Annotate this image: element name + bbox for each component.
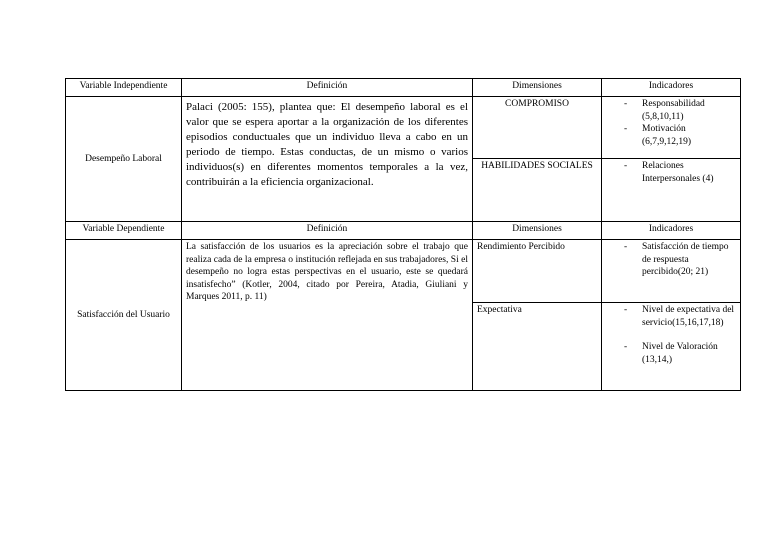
header-indicadores-2: Indicadores [602, 222, 741, 240]
variables-table [65, 78, 741, 391]
definition-satisfaccion-usuario: La satisfacción de los usuarios es la apreciación sobre el trabajo que realiza cada de la empresa o institución reflejada en sus trabajadores, Si el desempeño no logra estas perspectivas en el usuario, este se quedará insatisfecho” (Kotler, 2004, citado por Pereira, Atadia, Giuliani y Marques 2011, p. 11) [182, 240, 473, 391]
header-dimensiones: Dimensiones [473, 79, 602, 97]
indicator-item: - Responsabilidad (5,8,10,11) [624, 98, 736, 123]
indicator-item: - Motivación (6,7,9,12,19) [624, 123, 736, 148]
header-definicion-2: Definición [182, 222, 473, 240]
variable-satisfaccion-usuario: Satisfacción del Usuario [66, 240, 182, 391]
definition-desempeno-laboral: Palaci (2005: 155), plantea que: El desempeño laboral es el valor que se espera aportar a la organización de los diferentes episodios conductuales que un individuo lleva a cabo en un periodo de tiempo. Estas conductas, de un mismo o varios individuos(s) en diferentes momentos temporales a la vez, contribuirán a la eficiencia organizacional. [182, 97, 473, 222]
table-row [66, 240, 741, 303]
header-variable-independiente: Variable Independiente [66, 79, 182, 97]
header-dimensiones-2: Dimensiones [473, 222, 602, 240]
indicator-item: - Nivel de Valoración (13,14,) [624, 341, 736, 366]
dimension-expectativa: Expectativa [473, 303, 602, 391]
indicator-item: - Nivel de expectativa del servicio(15,16,17,18) [624, 304, 736, 329]
indicators-compromiso [602, 97, 741, 159]
dimension-compromiso: COMPROMISO [473, 97, 602, 159]
indicator-item: - Relaciones Interpersonales (4) [624, 160, 736, 185]
dimension-rendimiento-percibido: Rendimiento Percibido [473, 240, 602, 303]
indicator-item: - Satisfacción de tiempo de respuesta percibido(20; 21) [624, 241, 736, 279]
header-variable-dependiente: Variable Dependiente [66, 222, 182, 240]
header-row-independent [66, 79, 741, 97]
header-indicadores: Indicadores [602, 79, 741, 97]
variable-desempeno-laboral: Desempeño Laboral [66, 97, 182, 222]
indicators-rendimiento-percibido [602, 240, 741, 303]
indicators-habilidades-sociales [602, 159, 741, 222]
header-definicion: Definición [182, 79, 473, 97]
table-row [66, 97, 741, 159]
indicators-expectativa [602, 303, 741, 391]
dimension-habilidades-sociales: HABILIDADES SOCIALES [473, 159, 602, 222]
header-row-dependent [66, 222, 741, 240]
